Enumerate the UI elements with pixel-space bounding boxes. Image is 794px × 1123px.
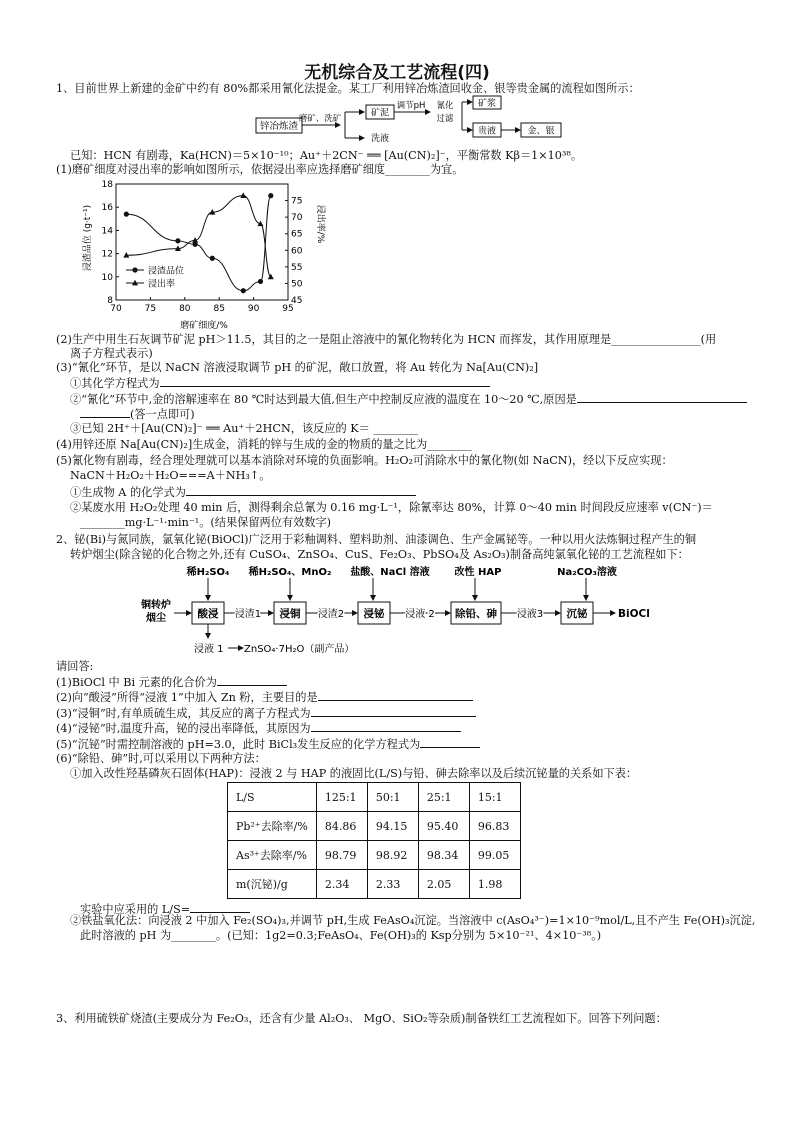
table-header-cell: L/S [228, 783, 317, 812]
table-cell: 96.83 [469, 812, 520, 841]
q2-part6-2b: 此时溶液的 pH 为________。(已知：1g2=0.3;FeAsO₄、Fe(OH)₃的 Ksp分别为 5×10⁻²¹、4×10⁻³⁸。) [80, 929, 602, 942]
q1-part2b: 离子方程式表示) [70, 347, 153, 360]
flow2-text-copper-leach: 浸铜 [279, 608, 301, 620]
flow-text-step1: 磨矿、洗矿 [298, 114, 342, 124]
table-cell: 98.79 [316, 841, 367, 870]
q2-part2 [56, 690, 473, 705]
q1-part5-1 [70, 485, 416, 500]
flow2-mid-3: 浸液 2 [405, 609, 435, 620]
q1-part5-2a: ②某废水用 H₂O₂处理 40 min 后，测得剩余总氰为 0.16 mg·L⁻¹，除氰率达 80%，计算 0～40 min 时间段反应速率 v(CN⁻)＝ [70, 501, 713, 514]
chart-y-right-tick-label: 70 [291, 213, 303, 224]
q2-part1 [56, 675, 287, 690]
q2-part4-text: (4)“浸铋”时,温度升高，铋的浸出率降低，其原因为 [56, 722, 311, 735]
q2-part3 [56, 706, 476, 721]
chart-point-circle [241, 288, 246, 293]
answer-blank[interactable] [420, 737, 480, 748]
q1-part3-2a [70, 392, 747, 407]
answer-blank[interactable] [311, 706, 476, 717]
flow2-feed-line2: 烟尘 [146, 613, 166, 624]
table-cell: 98.34 [418, 841, 469, 870]
table-row [228, 812, 521, 841]
chart-x-tick-label: 90 [247, 304, 260, 314]
chart-x-tick-label: 70 [110, 304, 122, 314]
chart-point-circle [258, 279, 263, 284]
flow-text-step3: 氰化 [436, 101, 454, 111]
chart-point-circle [124, 212, 129, 217]
q1-part3-1-text: ①其化学方程式为 [70, 377, 160, 390]
flow2-mid-2: 浸渣2 [317, 609, 345, 620]
q2-flow-diagram [140, 562, 700, 658]
flow2-text-remove-pb-as: 除铅、砷 [455, 608, 497, 620]
flow-text-ore-mud: 矿泥 [370, 108, 390, 119]
table-cell: Pb²⁺去除率/% [228, 812, 317, 841]
chart-y-right-tick-label: 45 [291, 296, 303, 306]
table-row [228, 870, 521, 899]
q2-part2-text: (2)向“酸浸”所得“浸液 1”中加入 Zn 粉，主要目的是 [56, 691, 318, 704]
chart-x-tick-label: 75 [144, 304, 157, 314]
table-cell: As³⁺去除率/% [228, 841, 317, 870]
flow2-side-product: ZnSO₄·7H₂O（副产品） [244, 644, 355, 655]
flow2-reagent-2: 稀H₂SO₄、MnO₂ [248, 567, 332, 578]
chart-x-tick-label: 85 [213, 304, 225, 314]
q1-part3-2b-text: (答一点即可) [130, 408, 195, 421]
chart-y-right-tick-label: 50 [291, 279, 303, 290]
q1-part3-3: ③已知 2H⁺＋[Au(CN)₂]⁻ ══ Au⁺＋2HCN，该反应的 K＝ ________ [70, 422, 419, 435]
table-cell: 99.05 [469, 841, 520, 870]
answer-blank[interactable] [190, 902, 250, 913]
legend-label-1: 浸渣品位 [148, 266, 185, 277]
answer-blank[interactable] [577, 392, 747, 403]
flow2-text-acid-leach: 酸浸 [197, 608, 219, 620]
table-cell: 2.05 [418, 870, 469, 899]
q1-part4: (4)用锌还原 Na[Au(CN)₂]生成金，消耗的锌与生成的金的物质的量之比为________ [56, 438, 472, 451]
q3-intro: 3、利用硫铁矿烧渣(主要成分为 Fe₂O₃，还含有少量 Al₂O₃、 MgO、SiO₂等杂质)制备铁红工艺流程如下。回答下列问题： [56, 1012, 667, 1025]
table-header-cell: 125:1 [316, 783, 367, 812]
flow2-reagent-4: 改性 HAP [454, 567, 502, 578]
chart-point-circle [175, 238, 180, 243]
chart-y-left-tick-label: 18 [101, 180, 113, 190]
q1-part3-2b [80, 407, 195, 422]
chart-y-left-tick-label: 14 [101, 226, 113, 237]
answer-blank[interactable] [160, 376, 490, 387]
chart-y-right-tick-label: 65 [291, 229, 303, 240]
q1-part5: (5)氰化物有剧毒，经合理处理就可以基本消除对环境的负面影响。H₂O₂可消除水中的氰化物(如 NaCN)，经以下反应实现： [56, 454, 673, 467]
chart-point-triangle [240, 192, 246, 198]
flow2-reagent-3: 盐酸、NaCl 溶液 [350, 567, 430, 578]
flow2-mid-1: 浸渣1 [234, 609, 262, 620]
legend-label-2: 浸出率 [148, 279, 176, 290]
answer-blank[interactable] [311, 721, 461, 732]
q2-data-table [227, 782, 521, 899]
flow2-reagent-1: 稀H₂SO₄ [186, 567, 230, 578]
chart-y-left-tick-label: 12 [101, 249, 113, 260]
answer-blank[interactable] [80, 407, 130, 418]
flow2-reagent-5: Na₂CO₃溶液 [557, 567, 617, 578]
q1-flow-diagram [250, 96, 570, 146]
page-title: 无机综合及工艺流程(四) [304, 63, 490, 83]
flow-text-step4: 过滤 [436, 114, 454, 124]
chart-y-right-tick-label: 55 [291, 262, 303, 273]
table-header-cell: 15:1 [469, 783, 520, 812]
chart-x-tick-label: 80 [179, 304, 191, 314]
flow-text-rich-liquid: 贵液 [477, 126, 497, 137]
q1-intro: 1、目前世界上新建的金矿中约有 80%都采用氰化法提金。某工厂利用锌冶炼渣回收金、银等贵金属的流程如图所示： [56, 82, 640, 95]
q1-part3-2a-text: ②“氰化”环节中,金的溶解速率在 80 ℃时达到最大值,但生产中控制反应液的温度在 10～20 ℃,原因是 [70, 393, 577, 406]
q2-part5-text: (5)“沉铋”时需控制溶液的 pH=3.0，此时 BiCl₃发生反应的化学方程式为 [56, 738, 421, 751]
chart-series-line-2 [126, 196, 270, 277]
q2-part1-text: (1)BiOCl 中 Bi 元素的化合价为 [56, 676, 217, 689]
q2-part6: (6)“除铅、砷”时,可以采用以下两种方法： [56, 752, 266, 765]
q2-intro-1: 2、铋(Bi)与氮同族，氯氧化铋(BiOCl)广泛用于彩釉调料、塑料助剂、油漆调色、生产金属铋等。一种以用火法炼铜过程产生的铜 [56, 533, 697, 546]
q2-part4 [56, 721, 461, 736]
flow2-text-bismuth-leach: 浸铋 [363, 608, 385, 620]
answer-blank[interactable] [186, 485, 416, 496]
table-cell: 94.15 [367, 812, 418, 841]
table-header-cell: 50:1 [367, 783, 418, 812]
flow-text-step2: 调节pH [396, 101, 426, 111]
table-header-row [228, 783, 521, 812]
q1-leach-chart [60, 176, 325, 331]
table-row [228, 841, 521, 870]
chart-y-left-tick-label: 10 [101, 272, 113, 283]
chart-y-left-tick-label: 8 [107, 296, 113, 306]
answer-blank[interactable] [217, 675, 287, 686]
q1-part5-eq: NaCN＋H₂O₂＋H₂O===A＋NH₃↑。 [70, 469, 271, 482]
table-cell: 2.33 [367, 870, 418, 899]
q1-known: 已知：HCN 有剧毒，Ka(HCN)＝5×10⁻¹⁰；Au⁺＋2CN⁻ ══ [Au(CN)₂]⁻，平衡常数 Kβ＝1×10³⁸。 [70, 149, 583, 162]
chart-ylabel-left: 浸渣品位 (g·t⁻¹) [83, 204, 93, 272]
table-cell: 84.86 [316, 812, 367, 841]
q1-part5-2b: ________mg·L⁻¹·min⁻¹。(结果保留两位有效数字) [80, 516, 332, 529]
flow2-mid-4: 浸液3 [516, 609, 544, 620]
flow-text-slurry: 矿浆 [477, 99, 497, 109]
flow2-side-liquid: 浸液 1 [194, 644, 224, 655]
flow-text-zinc-slag: 锌冶炼渣 [259, 121, 299, 132]
q2-part6-2a: ②铁盐氧化法：向浸液 2 中加入 Fe₂(SO₄)₃,并调节 pH,生成 FeAsO₄沉淀。当溶液中 c(AsO₄³⁻)=1×10⁻⁹mol/L,且不产生 Fe(OH)₃沉淀, [70, 914, 756, 927]
q2-part6-1-ask-text: 实验中应采用的 L/S= [80, 903, 191, 916]
q2-intro-2: 转炉烟尘(除含铋的化合物之外,还有 CuSO₄、ZnSO₄、CuS、Fe₂O₃、PbSO₄及 As₂O₃)制备高纯氯氧化铋的工艺流程如下： [70, 548, 689, 561]
chart-y-right-tick-label: 60 [291, 246, 303, 257]
flow2-product: BiOCl [618, 608, 650, 620]
q1-part2a: (2)生产中用生石灰调节矿泥 pH＞11.5，其目的之一是阻止溶液中的氰化物转化为 HCN 而挥发，其作用原理是________________(用 [56, 333, 717, 346]
flow-text-product: 金、银 [527, 126, 555, 137]
q1-part1: (1)磨矿细度对浸出率的影响如图所示，依据浸出率应选择磨矿细度________为宜。 [56, 163, 464, 176]
table-header-cell: 25:1 [418, 783, 469, 812]
chart-x-tick-label: 95 [282, 304, 294, 314]
answer-blank[interactable] [318, 690, 473, 701]
flow-text-wash-liquid: 洗液 [370, 134, 390, 144]
chart-y-right-tick-label: 75 [291, 196, 303, 207]
q1-part3: (3)“氰化”环节，是以 NaCN 溶液浸取调节 pH 的矿泥，敞口放置，将 Au 转化为 Na[Au(CN)₂] [56, 361, 539, 374]
table-cell: 1.98 [469, 870, 520, 899]
q2-part3-text: (3)“浸铜”时,有单质硫生成，其反应的离子方程式为 [56, 707, 311, 720]
flow2-text-precipitate: 沉铋 [566, 608, 588, 620]
chart-ylabel-right: 浸出率/% [315, 204, 325, 244]
q2-ask: 请回答: [56, 660, 94, 673]
q2-part6-1: ①加入改性羟基磷灰石固体(HAP)：浸液 2 与 HAP 的液固比(L/S)与铅、砷去除率以及后续沉铋量的关系如下表： [70, 767, 638, 780]
table-cell: m(沉铋)/g [228, 870, 317, 899]
chart-point-circle [210, 256, 215, 261]
chart-point-circle [268, 193, 273, 198]
q1-part5-1-text: ①生成物 A 的化学式为 [70, 486, 186, 499]
table-cell: 95.40 [418, 812, 469, 841]
chart-y-left-tick-label: 16 [101, 203, 113, 214]
q1-part3-1 [70, 376, 490, 391]
table-cell: 2.34 [316, 870, 367, 899]
q2-part5 [56, 737, 480, 752]
table-cell: 98.92 [367, 841, 418, 870]
flow2-feed-line1: 铜转炉 [141, 600, 171, 611]
legend-marker-circle [132, 267, 137, 272]
chart-xlabel: 磨矿细度/% [180, 321, 228, 331]
